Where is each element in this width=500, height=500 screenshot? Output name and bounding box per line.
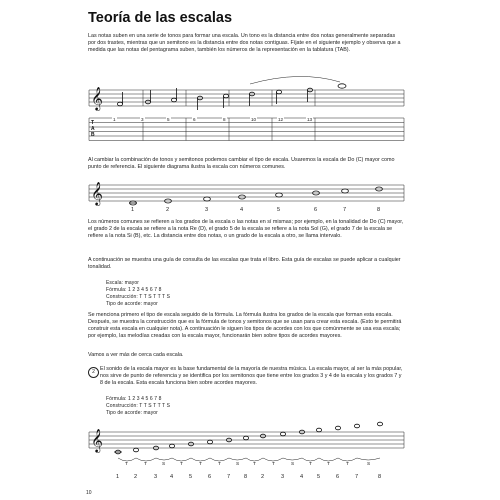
scale-intro-paragraph: Al cambiar la combinación de tonos y semitonos podemos cambiar el tipo de escala. Usaremos la escala de Do (C) mayor como punto de referencia. El siguiente diagrama ilustra la escala con números comunes. xyxy=(88,157,395,170)
scale-degree-number: 8 xyxy=(377,207,381,213)
guide-intro-paragraph: A continuación se muestra una guía de consulta de las escalas que trata el libro. Esta guía de escalas se puede aplicar a cualquier tonalidad. xyxy=(88,257,401,270)
interval-label: S xyxy=(367,462,371,467)
bottom-degree-number: 5 xyxy=(189,474,193,480)
bottom-degree-number: 2 xyxy=(134,474,138,480)
interval-label: T xyxy=(346,462,349,467)
interval-label: T xyxy=(125,462,128,467)
svg-text:𝄞: 𝄞 xyxy=(91,428,103,452)
bottom-degree-number: 6 xyxy=(336,474,340,480)
bottom-degree-number: 8 xyxy=(244,474,248,480)
bottom-degree-number: 4 xyxy=(300,474,304,480)
bottom-degree-number: 4 xyxy=(170,474,174,480)
guide-construction: Construcción: T T S T T T S xyxy=(106,294,171,300)
guide-scale-name: Escala: mayor xyxy=(106,280,139,286)
page-title: Teoría de las escalas xyxy=(88,10,233,26)
interval-label: T xyxy=(218,462,221,467)
audio-track-icon: 2 xyxy=(88,367,99,378)
tab-number: 5 xyxy=(167,117,170,122)
bottom-degree-number: 3 xyxy=(281,474,285,480)
interval-label: T xyxy=(327,462,330,467)
interval-label: S xyxy=(162,462,166,467)
bottom-degree-number: 2 xyxy=(261,474,265,480)
tab-number: 6 xyxy=(193,117,196,122)
bottom-degree-number: 8 xyxy=(378,474,382,480)
interval-label: T xyxy=(180,462,183,467)
interval-label: T xyxy=(272,462,275,467)
tab-number: 10 xyxy=(251,117,257,122)
svg-text:T: T xyxy=(91,120,95,126)
interval-label: S xyxy=(291,462,295,467)
bottom-degree-number: 3 xyxy=(154,474,158,480)
page-number: 10 xyxy=(86,490,92,496)
tab-number: 13 xyxy=(307,117,313,122)
scale-degree-number: 7 xyxy=(343,207,347,213)
tab-number: 1 xyxy=(113,117,116,122)
bottom-degree-number: 5 xyxy=(317,474,321,480)
scale-degree-number: 4 xyxy=(240,207,244,213)
guide-formula: Fórmula: 1 2 3 4 5 6 7 8 xyxy=(106,287,162,293)
interval-label: T xyxy=(309,462,312,467)
major-construction: Construcción: T T S T T T S xyxy=(106,403,171,409)
guide-chord-type: Tipo de acorde: mayor xyxy=(106,301,158,307)
tab-number: 12 xyxy=(278,117,284,122)
bottom-degree-number: 1 xyxy=(116,474,120,480)
intro-paragraph: Las notas suben en una serie de tonos para formar una escala. Un tono es la distancia entre dos notas generalmente separadas por dos trastes, mientras que un semitono es la distancia entre dos notas contiguas. Fíjate en el siguiente ejemplo y observa que a medida que las notas del pentagrama suben, también los números de la representación en la tablatura (TAB). xyxy=(88,33,401,53)
bottom-degree-number: 7 xyxy=(355,474,359,480)
tab-number: 3 xyxy=(141,117,144,122)
svg-text:𝄞: 𝄞 xyxy=(91,86,103,110)
formula-explanation-paragraph: Se menciona primero el tipo de escala seguido de la fórmula. La fórmula ilustra los grados de la escala que forman esta escala. Después, se muestra la construcción que es la fórmula de tonos y semitonos que se usan para crear esta escala. (Esto te permitirá construir esta escala en cualquier nota). A continuación le siguen los tipos de acordes con los que comúnmente se usa esa escala; por ejemplo, las melodías creadas con la escala mayor, funcionarán bien sobre tipos de acordes mayores. xyxy=(88,312,402,339)
svg-text:𝄞: 𝄞 xyxy=(91,181,103,205)
major-formula: Fórmula: 1 2 3 4 5 6 7 8 xyxy=(106,396,162,402)
closer-look-paragraph: Vamos a ver más de cerca cada escala. xyxy=(88,352,184,358)
svg-text:A: A xyxy=(91,126,95,132)
scale-degree-number: 2 xyxy=(166,207,170,213)
bottom-degree-number: 6 xyxy=(208,474,212,480)
scale-degree-number: 1 xyxy=(131,207,135,213)
interval-label: T xyxy=(199,462,202,467)
bottom-degree-number: 7 xyxy=(227,474,231,480)
degrees-paragraph: Los números comunes se refieren a los grados de la escala o las notas en sí mismas; por ejemplo, en la tonalidad de Do (C) mayor, el grado 2 de la escala se refiere a la nota Re (D), el grado 5 de la escala se refiere a la nota Sol (G), el grado 7 de la escala se refiere a la nota Si (B), etc. La distancia entre dos notas, o un grado de la escala a otro, se llama intervalo. xyxy=(88,219,404,239)
scale-degree-number: 6 xyxy=(314,207,318,213)
interval-label: T xyxy=(144,462,147,467)
major-scale-paragraph: El sonido de la escala mayor es la base fundamental de la mayoría de nuestra música. La escala mayor, al ser la más popular, nos sirve de punto de referencia y se identifica por los semitonos que tiene entre los grados 3 y 4 de la escala y los grados 7 y 8 de la escala. Esta escala funciona bien sobre acordes mayores. xyxy=(100,366,403,386)
scale-degree-number: 5 xyxy=(277,207,281,213)
svg-text:B: B xyxy=(91,132,95,138)
tab-number: 8 xyxy=(223,117,226,122)
interval-label: T xyxy=(253,462,256,467)
scale-degree-number: 3 xyxy=(205,207,209,213)
major-chord-type: Tipo de acorde: mayor xyxy=(106,410,158,416)
interval-label: S xyxy=(236,462,240,467)
